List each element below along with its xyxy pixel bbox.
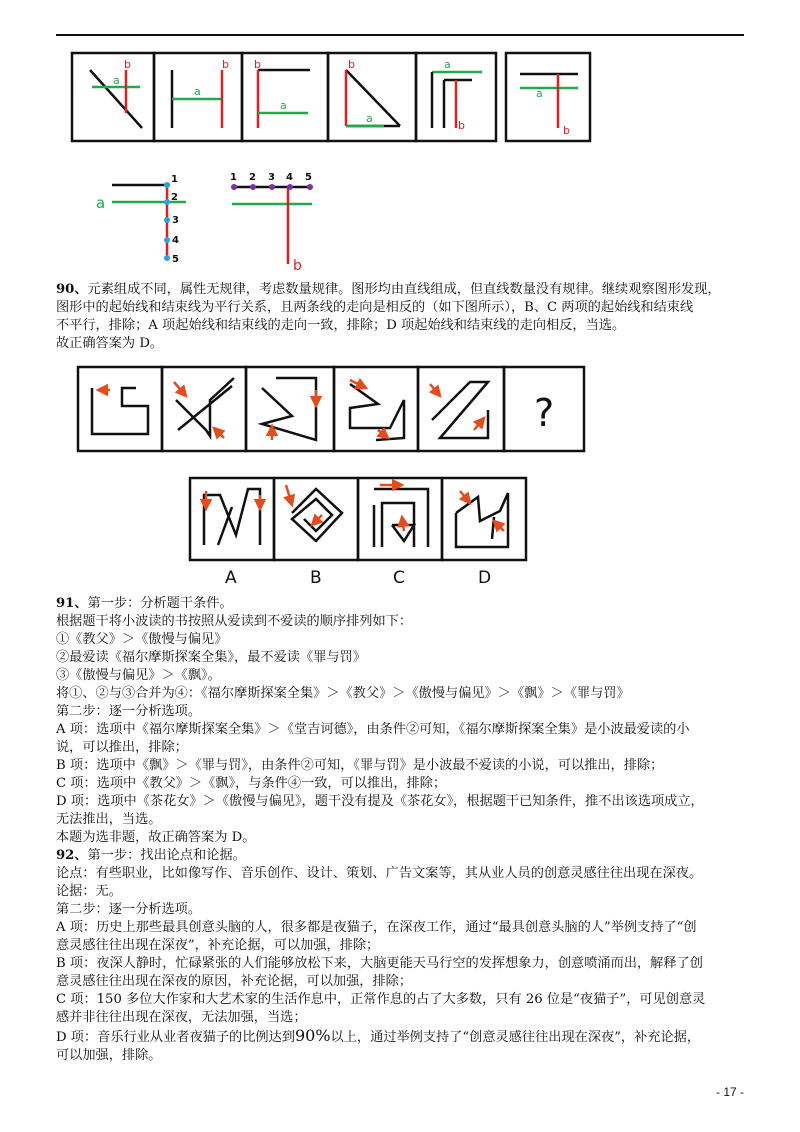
- svg-text:1: 1: [171, 174, 178, 185]
- svg-text:b: b: [124, 58, 131, 71]
- svg-text:2: 2: [171, 192, 178, 203]
- svg-text:a: a: [280, 99, 287, 112]
- q90-explanation: 90、元素组成不同，属性无规律，考虑数量规律。图形均由直线组成，但直线数量没有规律。继续观察图形发现， 图形中的起始线和结束线为平行关系，且两条线的走向是相反的（如下图所示），B、C 两项的起始线和结束线 不平行，排除；A 项起始线和结束线的走向一致，排除；D 项起始线和结束线的走向相反，当选。 故正确答案为 D。: [56, 282, 721, 351]
- svg-text:b: b: [563, 124, 570, 137]
- svg-text:3: 3: [172, 215, 179, 226]
- page-number: - 17 -: [715, 1085, 744, 1099]
- q90-options: [0, 475, 800, 588]
- q91-number: 91、: [56, 596, 88, 611]
- svg-text:b: b: [222, 58, 229, 71]
- q92-number: 92、: [56, 848, 88, 863]
- svg-text:a: a: [194, 85, 201, 98]
- svg-text:a: a: [113, 74, 120, 87]
- option-D-label: D: [478, 568, 492, 588]
- q89-figure-row: [0, 0, 800, 160]
- svg-text:4: 4: [172, 235, 179, 246]
- svg-text:1: 1: [230, 172, 237, 183]
- svg-text:b: b: [254, 58, 261, 71]
- svg-text:a: a: [536, 87, 543, 100]
- svg-text:b: b: [293, 258, 302, 274]
- svg-text:5: 5: [305, 172, 312, 183]
- svg-text:4: 4: [286, 172, 293, 183]
- svg-text:b: b: [348, 58, 355, 71]
- q92-explanation: 92、第一步：找出论点和论据。 论点：有些职业，比如像写作、音乐创作、设计、策划、广告文案等，其从业人员的创意灵感往往出现在深夜。 论据：无。 第二步：逐一分析选项。 A 项：历史上那些最具创意头脑的人，很多都是夜猫子，在深夜工作，通过“最具创意头脑的人”举例支持了“创 意灵感往往出现在深夜”，补充论据，可以加强，排除； B 项：夜深人静时，忙碌紧张的人们能够放松下来，大脑更能天马行空的发挥想象力，创意喷涌而出，解释了创 意灵感往往出现在深夜的原因，补充论据，可以加强，排除； C 项：150 多位大作家和大艺术家的生活作息中，正常作息的占了大多数，只有 26 位是“夜猫子”，可见创意灵 感并非往往出现在深夜，无法加强，当选； D 项：音乐行业从业者夜猫子的比例达到90%以上，通过举例支持了“创意灵感往往出现在深夜”，补充论据， 可以加强，排除。: [56, 848, 706, 1063]
- svg-text:a: a: [366, 112, 373, 125]
- q90-figure-row: [0, 360, 800, 460]
- option-A-label: A: [225, 568, 237, 588]
- q90-number: 90、: [56, 282, 88, 297]
- option-C-label: C: [393, 568, 405, 588]
- q91-explanation: 91、第一步：分析题干条件。 根据题干将小波读的书按照从爱读到不爱读的顺序排列如下： ①《教父》＞《傲慢与偏见》 ②最爱读《福尔摩斯探案全集》，最不爱读《罪与罚》 ③《傲慢与偏见》＞《飘》。 将①、②与③合并为④：《福尔摩斯探案全集》＞《教父》＞《傲慢与偏见》＞《飘》＞《罪与罚》 第二步：逐一分析选项。 A 项：选项中《福尔摩斯探案全集》＞《堂吉诃德》，由条件②可知，《福尔摩斯探案全集》是小波最爱读的小 说，可以推出，排除； B 项：选项中《飘》＞《罪与罚》，由条件②可知，《罪与罚》是小波最不爱读的小说，可以推出，排除； C 项：选项中《教父》＞《飘》，与条件④一致，可以推出，排除； D 项：选项中《茶花女》＞《傲慢与偏见》，题干没有提及《茶花女》，根据题干已知条件，推不出该选项成立， 无法推出，当选。 本题为选非题，故正确答案为 D。: [56, 596, 704, 845]
- svg-text:3: 3: [268, 172, 275, 183]
- svg-text:a: a: [444, 58, 451, 71]
- question-mark: ?: [534, 391, 555, 435]
- svg-text:5: 5: [172, 254, 179, 265]
- svg-text:a: a: [96, 194, 106, 212]
- option-B-label: B: [310, 568, 322, 588]
- q89-point-diagram: [0, 160, 800, 274]
- figure-box-6: [506, 53, 590, 141]
- svg-text:2: 2: [249, 172, 256, 183]
- svg-text:b: b: [458, 119, 465, 132]
